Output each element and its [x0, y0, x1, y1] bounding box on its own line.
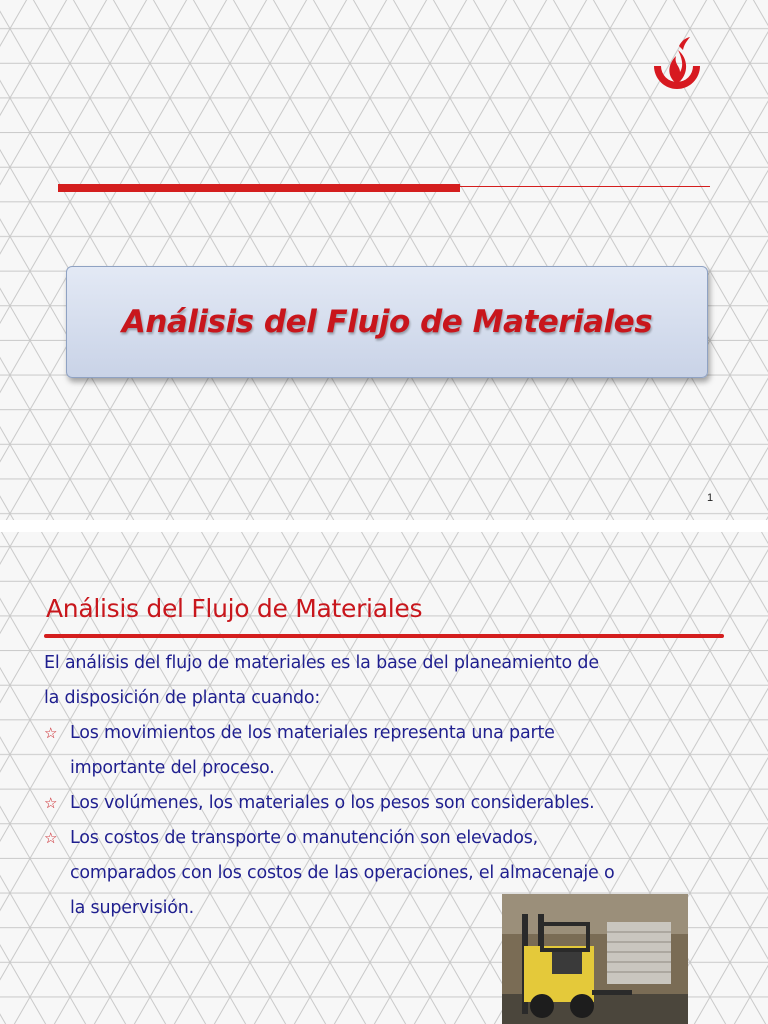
title-box: [66, 266, 708, 378]
content-slide: [0, 532, 768, 1024]
star-outline-icon: ☆: [44, 829, 58, 847]
slide-title: Análisis del Flujo de Materiales: [121, 304, 653, 340]
star-outline-icon: ☆: [44, 794, 58, 812]
university-logo-icon: [646, 36, 708, 102]
intro-line: la disposición de planta cuando:: [44, 688, 321, 708]
bullet-line: la supervisión.: [70, 898, 194, 918]
title-divider-thick: [58, 184, 460, 192]
intro-line: El análisis del flujo de materiales es la base del planeamiento de: [44, 653, 599, 673]
bullet-line: Los volúmenes, los materiales o los pesos son considerables.: [70, 793, 595, 813]
star-outline-icon: ☆: [44, 724, 58, 742]
slide-body: [44, 646, 734, 926]
title-divider-thin: [460, 186, 710, 187]
bullet-line: importante del proceso.: [70, 758, 275, 778]
bullet-line: Los costos de transporte o manutención son elevados,: [70, 828, 538, 848]
bullet-item: [44, 786, 734, 821]
bullet-line: Los movimientos de los materiales representa una parte: [70, 723, 555, 743]
bullet-item: [44, 716, 734, 786]
forklift-illustration: [502, 894, 688, 1024]
slide-heading: Análisis del Flujo de Materiales: [46, 594, 423, 623]
page-number: 1: [707, 492, 714, 504]
heading-underline: [44, 634, 724, 638]
bullet-line: comparados con los costos de las operaciones, el almacenaje o: [70, 863, 615, 883]
forklift-photo: [502, 894, 688, 1024]
